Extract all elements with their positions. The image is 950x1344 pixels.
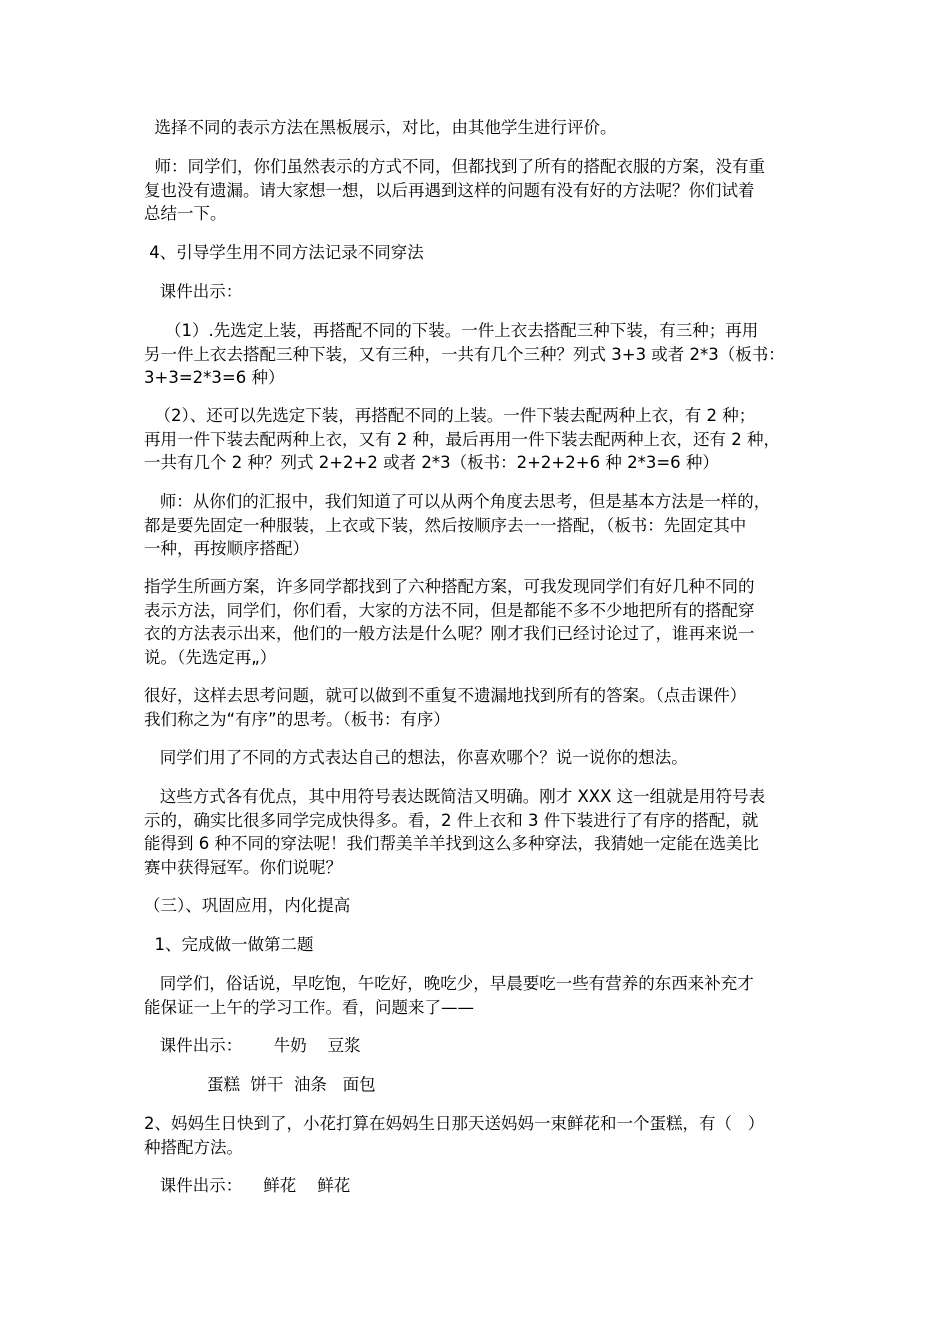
paragraph: 师：同学们，你们虽然表示的方式不同，但都找到了所有的搭配衣服的方案，没有重 复也没有遗漏。请大家想一想，以后再遇到这样的问题有没有好的方法呢？你们试着 总结一下。 [144, 157, 765, 223]
paragraph: 课件出示： 牛奶 豆浆 [144, 1036, 361, 1055]
paragraph: 2、妈妈生日快到了，小花打算在妈妈生日那天送妈妈一束鲜花和一个蛋糕，有（ ） 种搭配方法。 [144, 1114, 765, 1157]
paragraph: 课件出示： [144, 282, 243, 301]
paragraph: 课件出示： 鲜花 鲜花 [144, 1176, 351, 1195]
paragraph: （1）.先选定上装，再搭配不同的下装。一件上衣去搭配三种下装，有三种；再用 另一件上衣去搭配三种下装，又有三种，一共有几个三种？列式 3+3 或者 2*3（板书： 3+3=2*3=6 种） [144, 321, 785, 387]
paragraph: 同学们，俗话说，早吃饱，午吃好，晚吃少，早晨要吃一些有营养的东西来补充才 能保证一上午的学习工作。看，问题来了—— [144, 974, 754, 1017]
paragraph: 这些方式各有优点，其中用符号表达既简洁又明确。刚才 XXX 这一组就是用符号表 示的，确实比很多同学完成快得多。看，2 件上衣和 3 件下装进行了有序的搭配，就 能得到 6 种不同的穿法呢！我们帮美羊羊找到这么多种穿法，我猜她一定能在选美比 赛中获得冠军。你们说呢？ [144, 787, 766, 877]
paragraph: 很好，这样去思考问题，就可以做到不重复不遗漏地找到所有的答案。（点击课件） 我们称之为“有序”的思考。（板书：有序） [144, 686, 747, 729]
paragraph: 指学生所画方案，许多同学都找到了六种搭配方案，可我发现同学们有好几种不同的 表示方法，同学们，你们看，大家的方法不同，但是都能不多不少地把所有的搭配穿 衣的方法表示出来，他们的一般方法是什么呢？刚才我们已经讨论过了，谁再来说一 说。（先选定再„） [144, 577, 755, 667]
paragraph: 选择不同的表示方法在黑板展示，对比，由其他学生进行评价。 [144, 118, 617, 137]
section-heading: （三）、巩固应用，内化提高 [144, 896, 351, 915]
paragraph: 4、引导学生用不同方法记录不同穿法 [144, 243, 424, 262]
paragraph: 蛋糕 饼干 油条 面包 [144, 1075, 376, 1094]
paragraph: 师：从你们的汇报中，我们知道了可以从两个角度去思考，但是基本方法是一样的， 都是要先固定一种服装，上衣或下装，然后按顺序去一一搭配，（板书：先固定其中 一种，再按顺序搭配） [144, 492, 771, 558]
paragraph: （2）、还可以先选定下装，再搭配不同的上装。一件下装去配两种上衣，有 2 种； 再用一件下装去配两种上衣，又有 2 种，最后再用一件下装去配两种上衣，还有 2 种， 一共有几个 2 种？列式 2+2+2 或者 2*3（板书：2+2+2+6 种 2*3=6 种） [144, 406, 780, 472]
paragraph: 1、完成做一做第二题 [144, 935, 314, 954]
paragraph: 同学们用了不同的方式表达自己的想法，你喜欢哪个？说一说你的想法。 [144, 748, 688, 767]
